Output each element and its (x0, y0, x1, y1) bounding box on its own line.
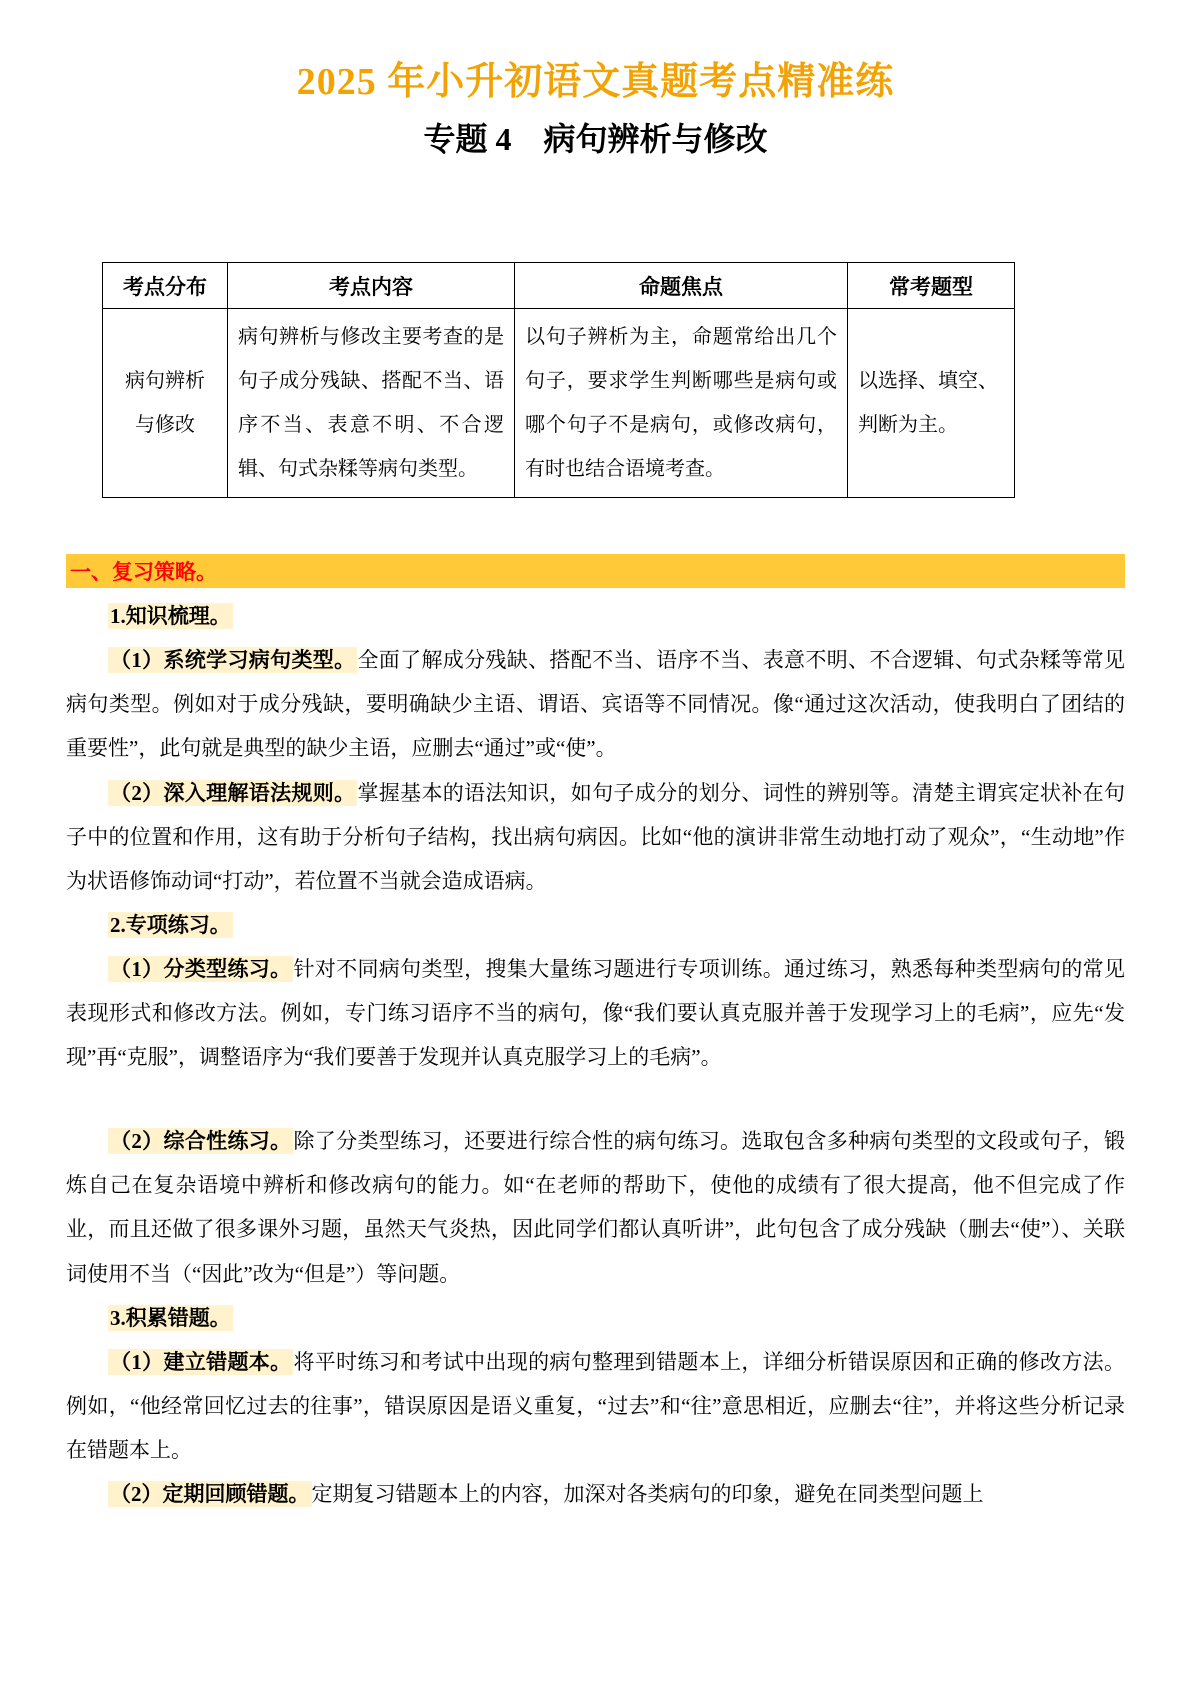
para-comprehensive-practice (66, 1119, 1125, 1295)
section-heading-review-strategy: 一、复习策略。 (70, 560, 217, 585)
document-body (66, 594, 1125, 1516)
table-header-row (103, 263, 1015, 309)
para-text-systematic-learning: 全面了解成分残缺、搭配不当、语序不当、表意不明、不合逻辑、句式杂糅等常见病句类型。例如对于成分残缺，要明确缺少主语、谓语、宾语等不同情况。像“通过这次活动，使我明白了团结的重要性”，此句就是典型的缺少主语，应删去“通过”或“使”。 (66, 648, 1126, 761)
exam-points-table (102, 262, 1015, 498)
section-bar-review-strategy (66, 554, 1125, 588)
header-types: 常考题型 (848, 263, 1015, 309)
table-row (103, 309, 1015, 498)
para-text-review-errors: 定期复习错题本上的内容，加深对各类病句的印象，避免在同类型问题上 (311, 1481, 984, 1506)
para-lead-error-notebook: （1）建立错题本。 (110, 1349, 292, 1374)
para-lead-categorized-practice: （1）分类型练习。 (110, 956, 292, 981)
para-text-error-notebook: 将平时练习和考试中出现的病句整理到错题本上，详细分析错误原因和正确的修改方法。例如，“他经常回忆过去的往事”，错误原因是语义重复，“过去”和“往”意思相近，应删去“往”，并将这些分析记录在错题本上。 (66, 1349, 1125, 1462)
doc-subtitle: 专题 4 病句辨析与修改 (423, 121, 768, 158)
para-lead-comprehensive-practice: （2）综合性练习。 (110, 1129, 292, 1154)
para-systematic-learning (66, 638, 1125, 770)
para-text-comprehensive-practice: 除了分类型练习，还要进行综合性的病句练习。选取包含多种病句类型的文段或句子，锻炼自己在复杂语境中辨析和修改病句的能力。如“在老师的帮助下，使他的成绩有了很大提高，他不但完成了作业，而且还做了很多课外习题，虽然天气炎热，因此同学们都认真听讲”，此句包含了成分残缺（删去“使”）、关联词使用不当（“因此”改为“但是”）等问题。 (66, 1129, 1125, 1286)
header-focus: 命题焦点 (515, 263, 848, 309)
subheading-error-accumulation-line (66, 1296, 1125, 1340)
cell-focus: 以句子辨析为主，命题常给出几个句子，要求学生判断哪些是病句或哪个句子不是病句，或修改病句，有时也结合语境考查。 (515, 309, 848, 498)
para-review-errors (66, 1472, 1125, 1516)
header-distribution: 考点分布 (103, 263, 228, 309)
subheading-special-practice-line (66, 903, 1125, 947)
para-lead-review-errors: （2）定期回顾错题。 (110, 1481, 310, 1506)
para-lead-grammar-rules: （2）深入理解语法规则。 (110, 780, 356, 805)
subheading-knowledge-sorting: 1.知识梳理。 (110, 604, 231, 629)
para-lead-systematic-learning: （1）系统学习病句类型。 (110, 648, 356, 673)
para-text-categorized-practice: 针对不同病句类型，搜集大量练习题进行专项训练。通过练习，熟悉每种类型病句的常见表现形式和修改方法。例如，专门练习语序不当的病句，像“我们要认真克服并善于发现学习上的毛病”，应先“发现”再“克服”，调整语序为“我们要善于发现并认真克服学习上的毛病”。 (66, 956, 1125, 1070)
para-categorized-practice (66, 947, 1125, 1079)
header-content: 考点内容 (228, 263, 515, 309)
cell-content: 病句辨析与修改主要考查的是句子成分残缺、搭配不当、语序不当、表意不明、不合逻辑、句式杂糅等病句类型。 (228, 309, 515, 498)
para-text-grammar-rules: 掌握基本的语法知识，如句子成分的划分、词性的辨别等。清楚主谓宾定状补在句子中的位置和作用，这有助于分析句子结构，找出病句病因。比如“他的演讲非常生动地打动了观众”，“生动地”作为状语修饰动词“打动”，若位置不当就会造成语病。 (66, 780, 1126, 893)
cell-distribution: 病句辨析与修改 (103, 309, 228, 498)
para-grammar-rules (66, 771, 1125, 903)
subheading-knowledge-sorting-line (66, 594, 1125, 638)
subheading-special-practice: 2.专项练习。 (110, 912, 231, 937)
para-error-notebook (66, 1340, 1125, 1472)
cell-types: 以选择、填空、判断为主。 (848, 309, 1015, 498)
doc-title: 2025 年小升初语文真题考点精准练 (296, 61, 895, 103)
subheading-error-accumulation: 3.积累错题。 (110, 1305, 231, 1330)
